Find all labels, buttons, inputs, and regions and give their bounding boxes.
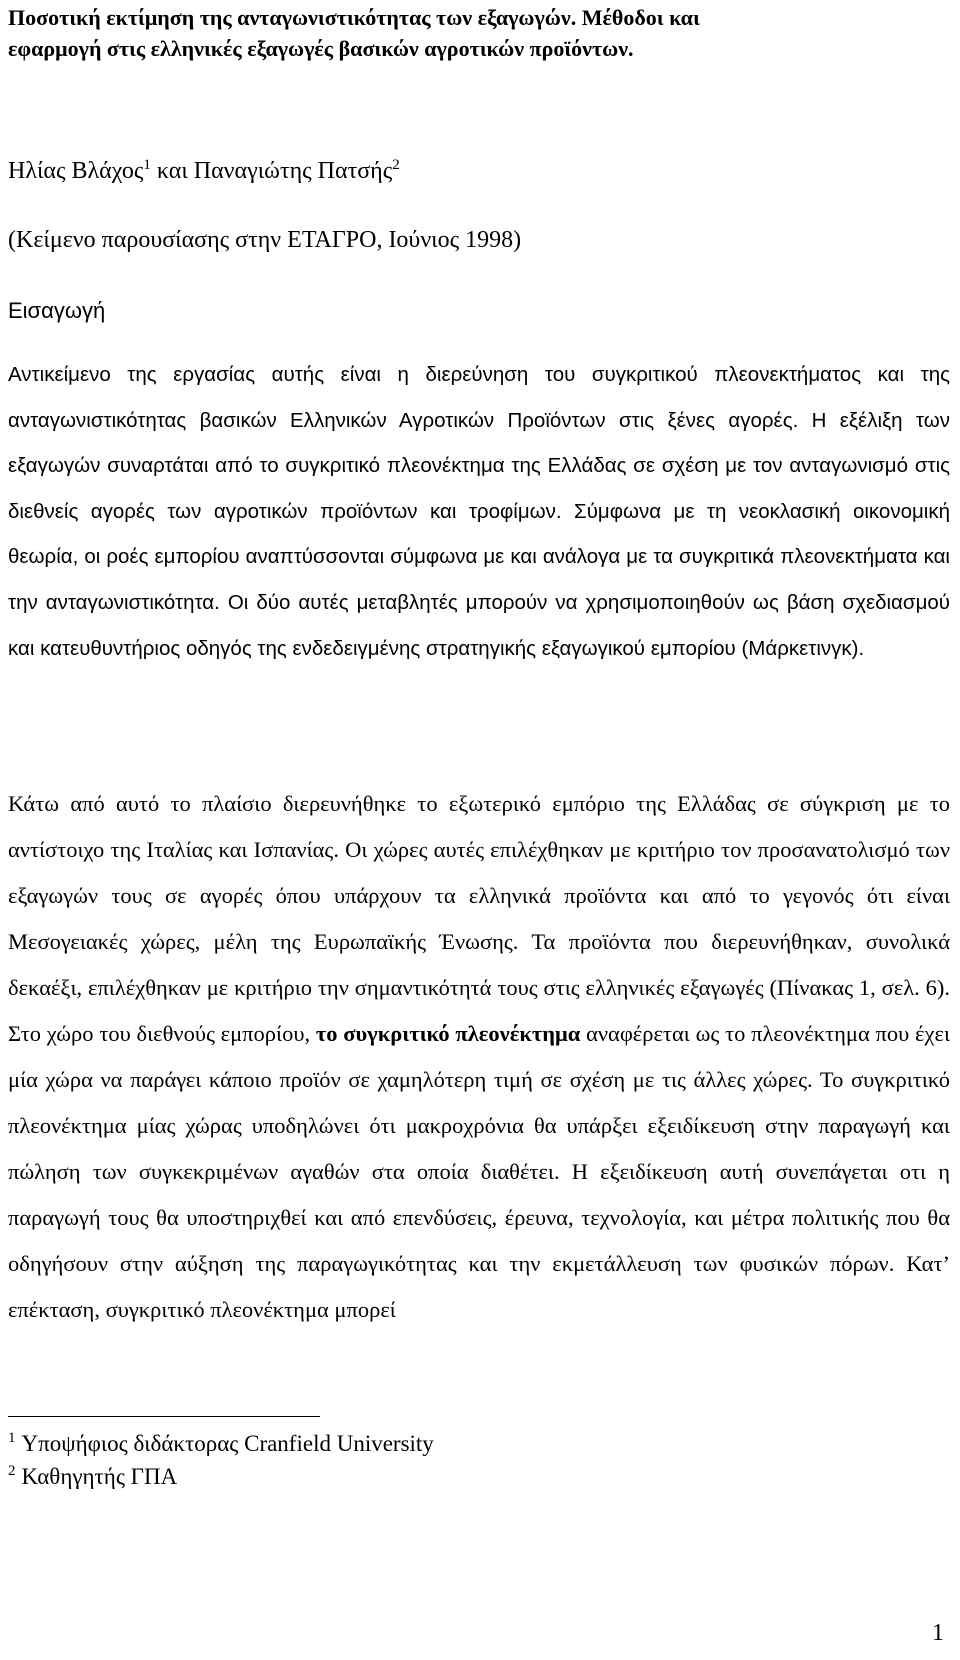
document-title (8, 0, 952, 64)
footnote-2-text: Καθηγητής ΓΠΑ (21, 1464, 178, 1489)
footnote-1 (8, 1427, 434, 1460)
paragraph-1: Αντικείμενο της εργασίας αυτής είναι η διερεύνηση του συγκριτικού πλεονεκτήματος και της ανταγωνιστικότητας βασικών Ελληνικών Αγροτικών Προϊόντων στις ξένες αγορές. Η εξέλιξη των εξαγωγών συναρτάται από το συγκριτικό πλεονέκτημα της Ελλάδας σε σχέση με τον ανταγωνισμό στις διεθνείς αγορές των αγροτικών προϊόντων και τροφίμων. Σύμφωνα με τη νεοκλασική οικονομική θεωρία, οι ροές εμπορίου αναπτύσσονται σύμφωνα με και ανάλογα με τα συγκριτικά πλεονεκτήματα και την ανταγωνιστικότητα. Οι δύο αυτές μεταβλητές μπορούν να χρησιμοποιηθούν ως βάση σχεδιασμού και κατευθυντήριος οδηγός της ενδεδειγμένης στρατηγικής εξαγωγικού εμπορίου (Μάρκετινγκ). (8, 363, 950, 660)
paragraph-2-emphasis: το συγκριτικό πλεονέκτημα (315, 1021, 581, 1046)
author-1-name: Ηλίας Βλάχος (8, 158, 144, 184)
author-2-footnote-mark: 2 (392, 157, 400, 173)
footnote-1-mark: 1 (8, 1430, 16, 1447)
document-page (8, 0, 952, 1660)
paragraph-2-text-b: αναφέρεται ως το πλεονέκτημα που έχει μία χώρα να παράγει κάποιο προϊόν σε χαμηλότερη τιμή σε σχέση με τις άλλες χώρες. Το συγκριτικό πλεονέκτημα μίας χώρας υποδηλώνει ότι μακροχρόνια θα υπάρξει εξειδίκευση στην παραγωγή και πώληση των συγκεκριμένων αγαθών στα οποία διαθέτει. Η εξειδίκευση αυτή συνεπάγεται οτι η παραγωγή τους θα υποστηριχθεί και από επενδύσεις, έρευνα, τεχνολογία, και μέτρα πολιτικής που θα οδηγήσουν στην αύξηση της παραγωγικότητας και την εκμετάλλευση των φυσικών πόρων. Κατ’ επέκταση, συγκριτικό πλεονέκτημα μπορεί (8, 1021, 950, 1322)
author-2-name: και Παναγιώτης Πατσής (150, 158, 393, 184)
footnote-separator (8, 1416, 320, 1417)
section-heading-introduction: Εισαγωγή (8, 298, 106, 323)
paragraph-2-text-a: Κάτω από αυτό το πλαίσιο διερευνήθηκε το εξωτερικό εμπόριο της Ελλάδας σε σύγκριση με το αντίστοιχο της Ιταλίας και Ισπανίας. Οι χώρες αυτές επιλέχθηκαν με κριτήριο τον προσανατολισμό των εξαγωγών τους σε αγορές όπου υπάρχουν τα ελληνικά προϊόντα και από το γεγονός ότι είναι Μεσογειακές χώρες, μέλη της Ευρωπαϊκής Ένωσης. Τα προϊόντα που διερευνήθηκαν, συνολικά δεκαέξι, επιλέχθηκαν με κριτήριο την σημαντικότητά τους στις ελληνικές εξαγωγές (Πίνακας 1, σελ. 6). Στο χώρο του διεθνούς εμπορίου, (8, 791, 950, 1046)
title-line-1: Ποσοτική εκτίμηση της ανταγωνιστικότητας των εξαγωγών. Μέθοδοι και (8, 5, 700, 30)
paragraph-2 (8, 781, 950, 1333)
page-number: 1 (932, 1620, 944, 1646)
footnote-2 (8, 1460, 434, 1493)
footnote-1-text: Υποψήφιος διδάκτορας Cranfield University (21, 1431, 434, 1456)
footnote-2-mark: 2 (8, 1463, 16, 1480)
presentation-note: (Κείμενο παρουσίασης στην ΕΤΑΓΡΟ, Ιούνιος 1998) (8, 227, 522, 253)
author-1-footnote-mark: 1 (143, 157, 151, 173)
author-line (8, 156, 400, 186)
title-line-2: εφαρμογή στις ελληνικές εξαγωγές βασικών αγροτικών προϊόντων. (8, 36, 634, 61)
footnotes (8, 1427, 434, 1493)
